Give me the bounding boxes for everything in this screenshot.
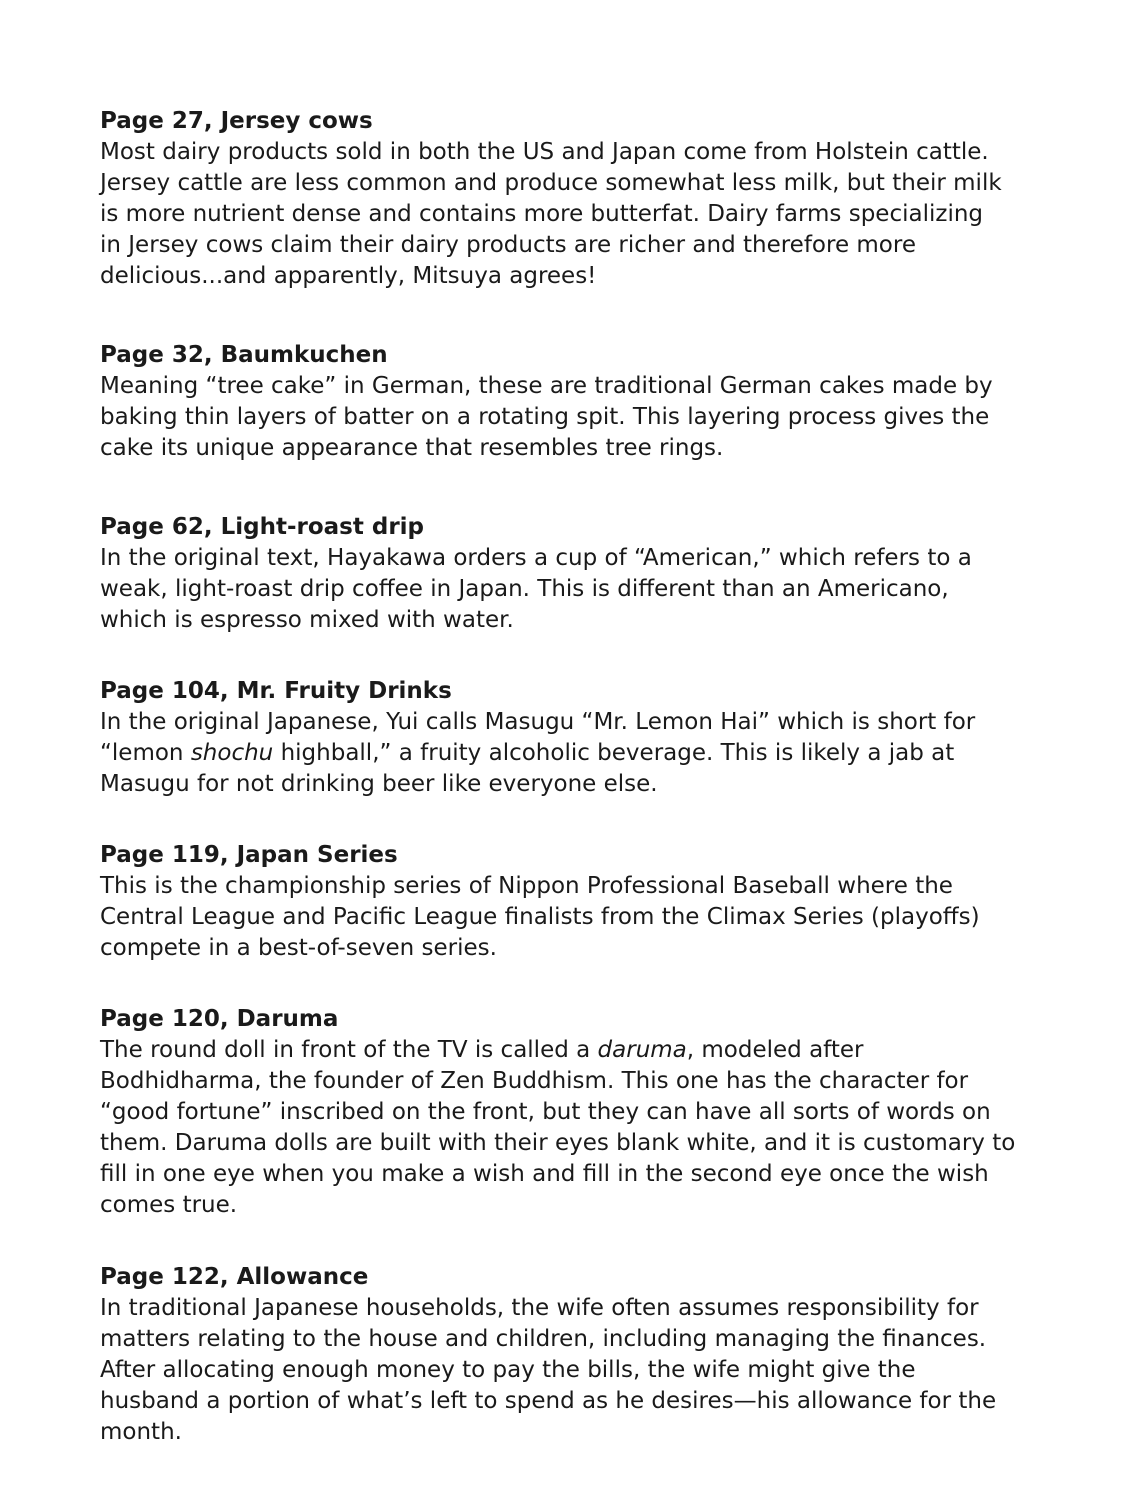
note-mr-fruity-drinks (100, 676, 1040, 800)
note-heading: Page 120, Daruma (100, 1006, 339, 1032)
note-body-text: , modeled after Bodhidharma, the founder of Zen Buddhism. This one has the character for “good fortune” inscribed on the front, but they can have all sorts of words on them. Daruma dolls are built with their eyes blank white, and it is customary to fill in one eye when you make a wish and fill in the second eye once the wish comes true. (100, 1037, 1016, 1218)
note-japan-series (100, 840, 1040, 964)
note-baumkuchen (100, 340, 1040, 464)
note-body: This is the championship series of Nippon Professional Baseball where the Central League and Pacific League finalists from the Climax Series (playoffs) compete in a best-of-seven series. (100, 873, 980, 961)
note-body-text: The round doll in front of the TV is called a (100, 1037, 598, 1063)
note-daruma (100, 1004, 1040, 1221)
note-heading: Page 32, Baumkuchen (100, 342, 388, 368)
note-body (100, 707, 1040, 800)
note-body-italic: daruma (597, 1037, 687, 1063)
note-heading: Page 62, Light-roast drip (100, 514, 425, 540)
note-body: Meaning “tree cake” in German, these are traditional German cakes made by baking thin layers of batter on a rotating spit. This layering process gives the cake its unique appearance that resembles tree rings. (100, 373, 993, 461)
note-body (100, 1035, 1040, 1221)
note-heading: Page 119, Japan Series (100, 842, 398, 868)
note-body: Most dairy products sold in both the US and Japan come from Holstein cattle. Jersey cattle are less common and produce somewhat less milk, but their milk is more nutrient dense and contains more butterfat. Dairy farms specializing in Jersey cows claim their dairy products are richer and therefore more delicious...and apparently, Mitsuya agrees! (100, 139, 1002, 289)
note-jersey-cows (100, 106, 1040, 292)
note-body-text: highball,” a fruity alcoholic beverage. This is likely a jab at Masugu for not drinking beer like everyone else. (100, 740, 955, 797)
note-light-roast-drip (100, 512, 1040, 636)
note-heading: Page 122, Allowance (100, 1264, 369, 1290)
note-allowance (100, 1262, 1040, 1448)
note-body-italic: shochu (190, 740, 274, 766)
note-heading: Page 104, Mr. Fruity Drinks (100, 678, 452, 704)
note-body: In the original text, Hayakawa orders a cup of “American,” which refers to a weak, light-roast drip coffee in Japan. This is different than an Americano, which is espresso mixed with water. (100, 545, 972, 633)
note-body-text: In the original Japanese, Yui calls Masugu “Mr. Lemon Hai” which is short for “lemon (100, 709, 976, 766)
note-heading: Page 27, Jersey cows (100, 108, 373, 134)
note-body: In traditional Japanese households, the wife often assumes responsibility for matters relating to the house and children, including managing the finances. After allocating enough money to pay the bills, the wife might give the husband a portion of what’s left to spend as he desires—his allowance for the month. (100, 1295, 997, 1445)
